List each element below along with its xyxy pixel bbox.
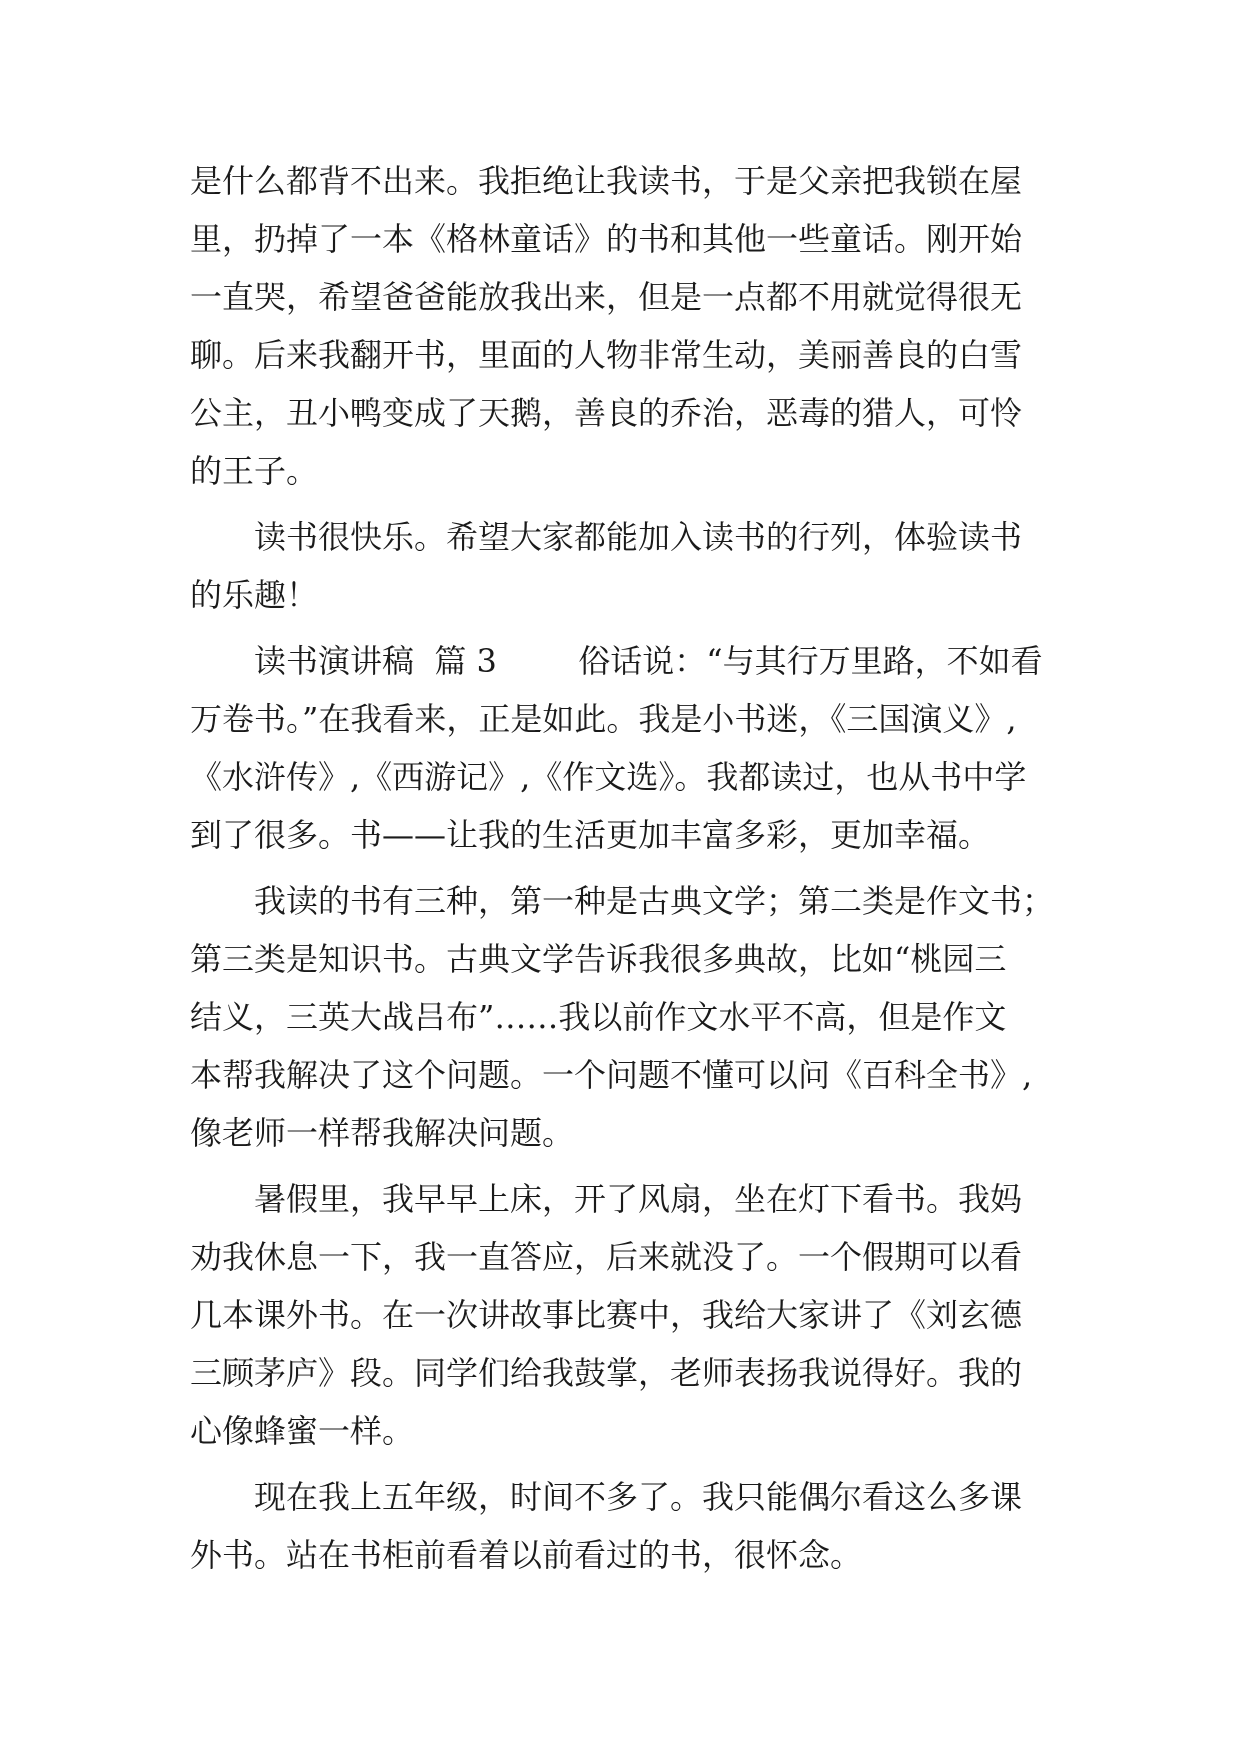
- text-line: 的乐趣！: [190, 576, 319, 614]
- text-line: 外书。站在书柜前看着以前看过的书，很怀念。: [190, 1536, 863, 1574]
- text-line: 劝我休息一下，我一直答应，后来就没了。一个假期可以看: [190, 1238, 1023, 1276]
- section-heading-line: 读书演讲稿 篇 3 俗话说：“与其行万里路，不如看: [254, 642, 1043, 680]
- text-line: 公主，丑小鸭变成了天鹅，善良的乔治，恶毒的猎人，可怜: [190, 394, 1023, 432]
- text-line: 三顾茅庐》段。同学们给我鼓掌，老师表扬我说得好。我的: [190, 1354, 1023, 1392]
- text-line: 到了很多。书——让我的生活更加丰富多彩，更加幸福。: [190, 816, 991, 854]
- text-line: 结义，三英大战吕布”……我以前作文水平不高，但是作文: [190, 998, 1007, 1036]
- text-line: 心像蜂蜜一样。: [190, 1412, 415, 1450]
- paragraph-first-line: 暑假里，我早早上床，开了风扇，坐在灯下看书。我妈: [254, 1180, 1023, 1218]
- paragraph-first-line: 我读的书有三种，第一种是古典文学；第二类是作文书；: [254, 882, 1055, 920]
- text-line: 几本课外书。在一次讲故事比赛中，我给大家讲了《刘玄德: [190, 1296, 1023, 1334]
- text-line: 本帮我解决了这个问题。一个问题不懂可以问《百科全书》,: [190, 1056, 1033, 1094]
- text-line: 像老师一样帮我解决问题。: [190, 1114, 575, 1152]
- text-line: 聊。后来我翻开书，里面的人物非常生动，美丽善良的白雪: [190, 336, 1023, 374]
- paragraph-first-line: 读书很快乐。希望大家都能加入读书的行列，体验读书: [254, 518, 1023, 556]
- text-line: 里，扔掉了一本《格林童话》的书和其他一些童话。刚开始: [190, 220, 1023, 258]
- text-line: 第三类是知识书。古典文学告诉我很多典故，比如“桃园三: [190, 940, 1007, 978]
- text-line: 的王子。: [190, 452, 319, 490]
- paragraph-first-line: 现在我上五年级，时间不多了。我只能偶尔看这么多课: [254, 1478, 1023, 1516]
- text-line: 一直哭，希望爸爸能放我出来，但是一点都不用就觉得很无: [190, 278, 1023, 316]
- text-line: 万卷书。”在我看来，正是如此。我是小书迷，《三国演义》,: [190, 700, 1017, 738]
- body-text: [190, 152, 1070, 1584]
- text-line: 《水浒传》,《西游记》,《作文选》。我都读过，也从书中学: [190, 758, 1027, 796]
- text-line: 是什么都背不出来。我拒绝让我读书，于是父亲把我锁在屋: [190, 162, 1023, 200]
